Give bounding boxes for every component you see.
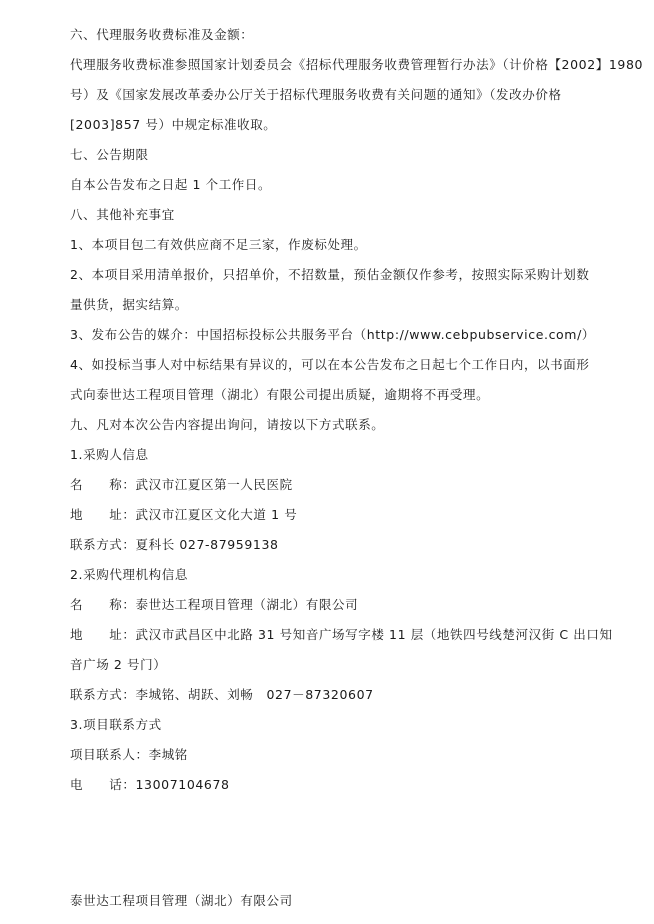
agency-address-line-1: 地 址：武汉市武昌区中北路 31 号知音广场写字楼 11 层（地铁四号线楚河汉街 C 出口知	[70, 627, 613, 642]
fee-standard-line-1: 代理服务收费标准参照国家计划委员会《招标代理服务收费管理暂行办法》（计价格【2002】1980	[70, 57, 644, 72]
supplement-item-1: 1、本项目包二有效供应商不足三家，作废标处理。	[70, 237, 367, 252]
agency-info-heading: 2.采购代理机构信息	[70, 567, 188, 582]
footer-company-name: 泰世达工程项目管理（湖北）有限公司	[70, 893, 293, 908]
section-6-heading: 六、代理服务收费标准及金额：	[70, 27, 254, 42]
section-8-heading: 八、其他补充事宜	[70, 207, 175, 222]
notice-period-text: 自本公告发布之日起 1 个工作日。	[70, 177, 272, 192]
project-contact-heading: 3.项目联系方式	[70, 717, 162, 732]
purchaser-address: 地 址：武汉市江夏区文化大道 1 号	[70, 507, 298, 522]
supplement-item-4-line-2: 式向泰世达工程项目管理（湖北）有限公司提出质疑，逾期将不再受理。	[70, 387, 490, 402]
project-contact-person: 项目联系人：李城铭	[70, 747, 188, 762]
supplement-item-4-line-1: 4、如投标当事人对中标结果有异议的，可以在本公告发布之日起七个工作日内，以书面形	[70, 357, 590, 372]
supplement-item-2-line-1: 2、本项目采用清单报价，只招单价，不招数量，预估金额仅作参考，按照实际采购计划数	[70, 267, 590, 282]
supplement-item-3: 3、发布公告的媒介：中国招标投标公共服务平台（http://www.cebpubservice.com/）	[70, 327, 595, 342]
fee-standard-line-2: 号）及《国家发展改革委办公厅关于招标代理服务收费有关问题的通知》（发改办价格	[70, 87, 562, 102]
agency-address-line-2: 音广场 2 号门）	[70, 657, 167, 672]
fee-standard-line-3: [2003]857 号）中规定标准收取。	[70, 117, 277, 132]
purchaser-contact: 联系方式：夏科长 027-87959138	[70, 537, 279, 552]
section-7-heading: 七、公告期限	[70, 147, 149, 162]
purchaser-name: 名 称：武汉市江夏区第一人民医院	[70, 477, 293, 492]
agency-name: 名 称：泰世达工程项目管理（湖北）有限公司	[70, 597, 359, 612]
purchaser-info-heading: 1.采购人信息	[70, 447, 149, 462]
project-contact-phone: 电 话：13007104678	[70, 777, 230, 792]
section-9-heading: 九、凡对本次公告内容提出询问，请按以下方式联系。	[70, 417, 385, 432]
supplement-item-2-line-2: 量供货，据实结算。	[70, 297, 188, 312]
agency-contact: 联系方式：李城铭、胡跃、刘畅 027－87320607	[70, 687, 374, 702]
